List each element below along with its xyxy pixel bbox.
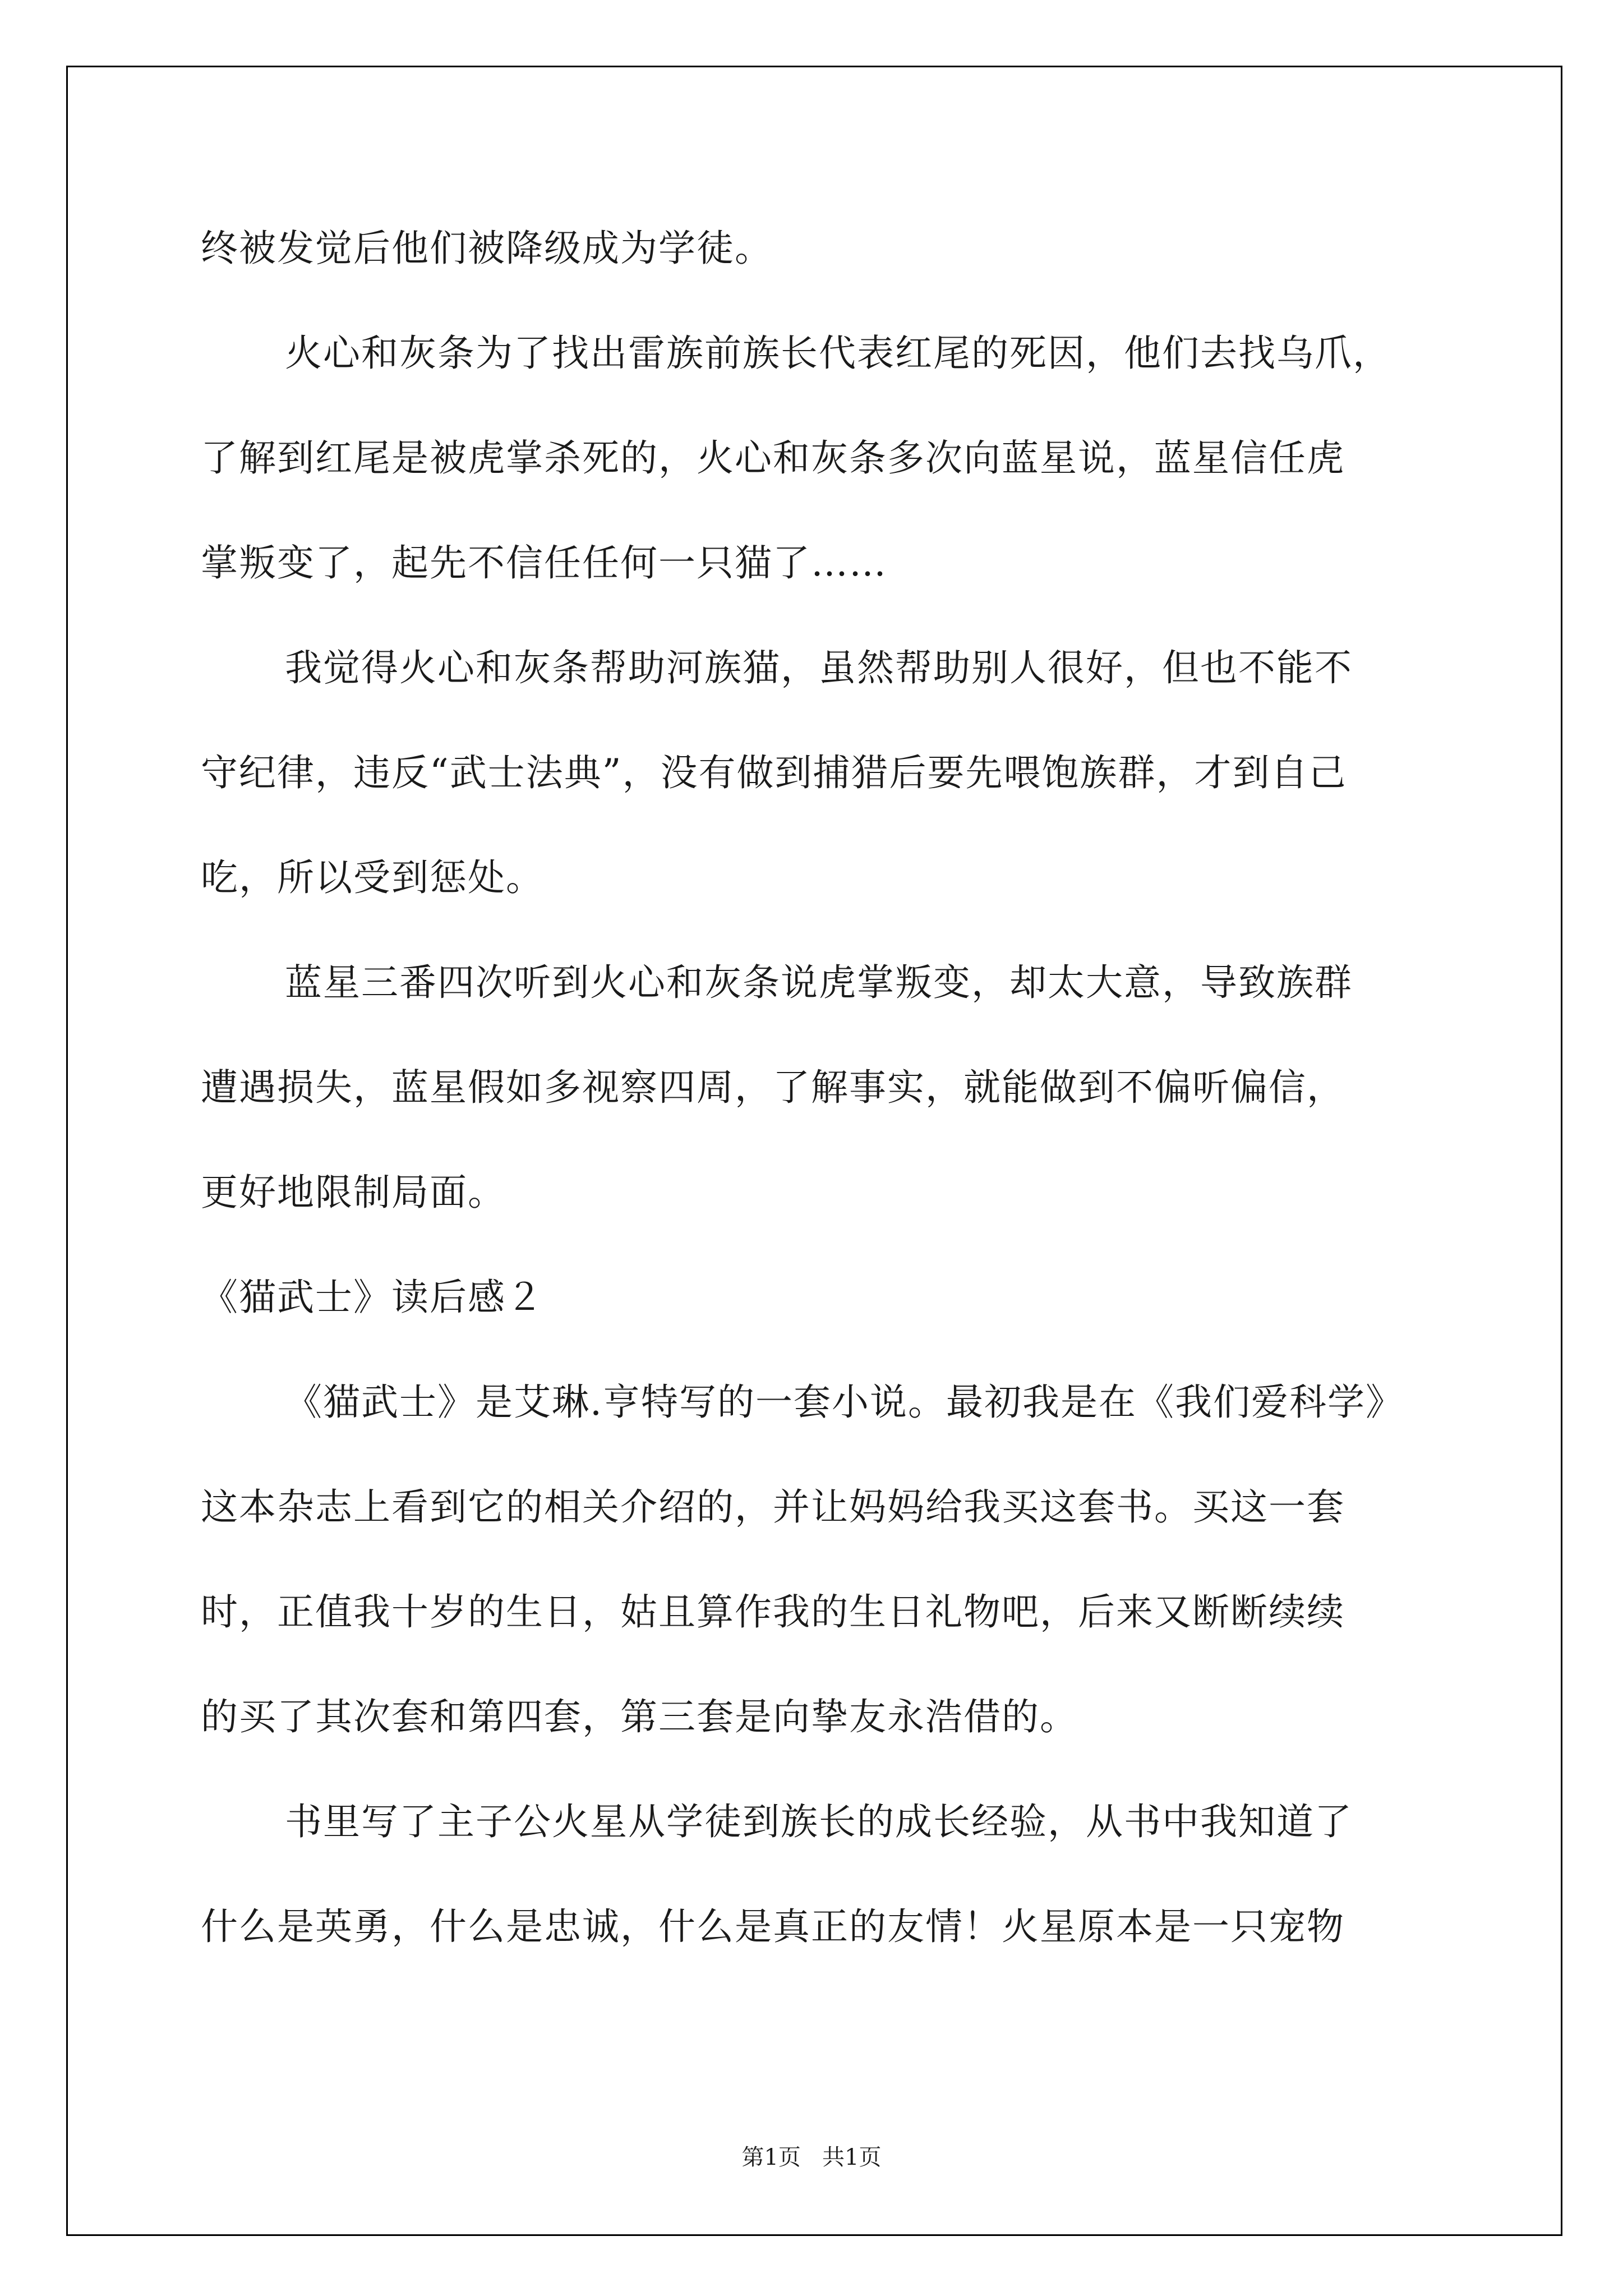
text-line: 更好地限制局面。 bbox=[201, 1171, 506, 1214]
text-line: 终被发觉后他们被降级成为学徒。 bbox=[201, 227, 773, 270]
paragraph-start-line: 《猫武士》是艾琳.亨特写的一套小说。最初我是在《我们爱科学》 bbox=[285, 1381, 1404, 1424]
text-line: 吃，所以受到惩处。 bbox=[201, 856, 544, 899]
paragraph-start-line: 火心和灰条为了找出雷族前族长代表红尾的死因，他们去找乌爪， bbox=[285, 332, 1391, 375]
section-heading: 《猫武士》读后感２ bbox=[201, 1276, 544, 1319]
document-body bbox=[201, 206, 1423, 1990]
paragraph-start-line: 我觉得火心和灰条帮助河族猫，虽然帮助别人很好，但也不能不 bbox=[285, 646, 1353, 689]
page-footer: 第1页 共1页 bbox=[741, 2145, 882, 2170]
text-line: 这本杂志上看到它的相关介绍的，并让妈妈给我买这套书。买这一套 bbox=[201, 1485, 1345, 1529]
text-line: 掌叛变了，起先不信任任何一只猫了…… bbox=[201, 541, 887, 585]
text-line: 的买了其次套和第四套，第三套是向挚友永浩借的。 bbox=[201, 1695, 1078, 1738]
text-line: 守纪律，违反“武士法典”，没有做到捕猎后要先喂饱族群，才到自己 bbox=[201, 751, 1347, 794]
text-line: 了解到红尾是被虎掌杀死的，火心和灰条多次向蓝星说，蓝星信任虎 bbox=[201, 436, 1345, 480]
text-line: 时，正值我十岁的生日，姑且算作我的生日礼物吧，后来又断断续续 bbox=[201, 1590, 1345, 1634]
text-line: 遭遇损失，蓝星假如多视察四周，了解事实，就能做到不偏听偏信， bbox=[201, 1066, 1345, 1109]
text-line: 什么是英勇，什么是忠诚，什么是真正的友情！火星原本是一只宠物 bbox=[201, 1905, 1345, 1948]
paragraph-start-line: 蓝星三番四次听到火心和灰条说虎掌叛变，却太大意，导致族群 bbox=[285, 961, 1353, 1004]
paragraph-start-line: 书里写了主子公火星从学徒到族长的成长经验，从书中我知道了 bbox=[285, 1800, 1353, 1843]
